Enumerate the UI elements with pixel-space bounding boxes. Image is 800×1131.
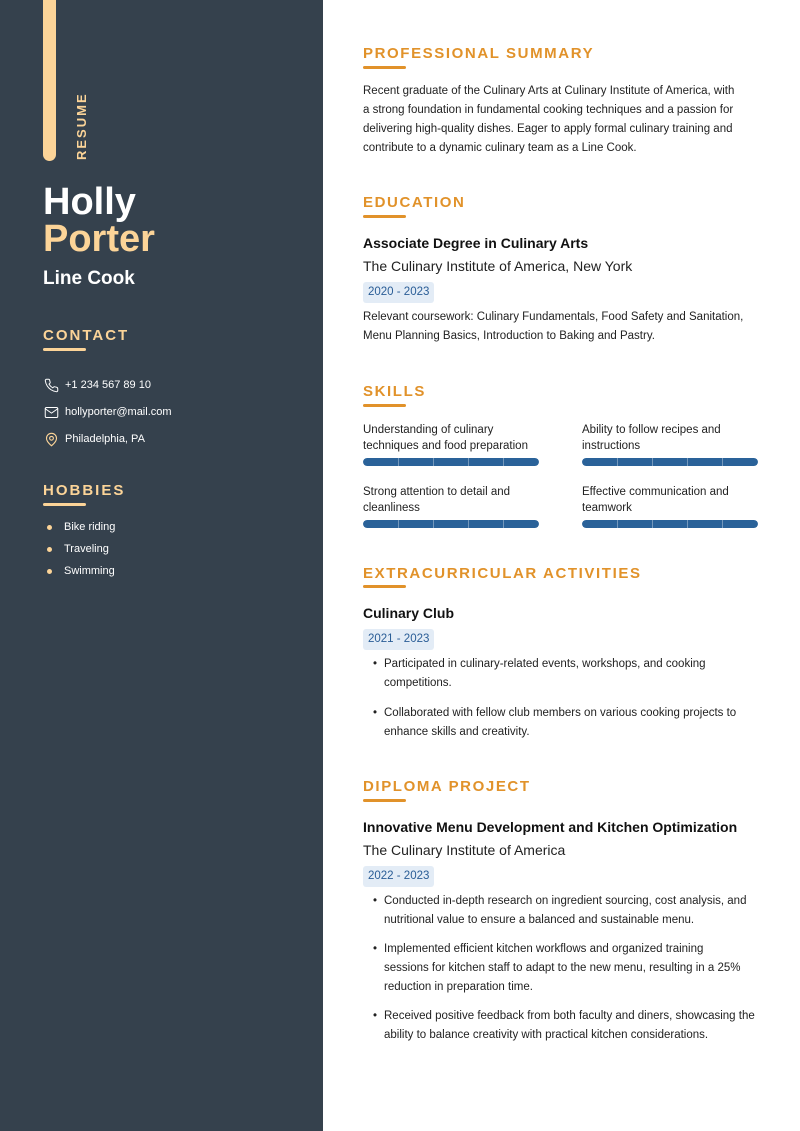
skill-label-line: Effective communication and (582, 486, 729, 498)
skill-item (582, 422, 758, 466)
skill-item (363, 484, 539, 528)
summary-line: delivering high-quality dishes. Eager to apply formal culinary training and (363, 123, 733, 135)
contact-location (43, 431, 145, 447)
diploma-heading: DIPLOMA PROJECT (363, 778, 531, 795)
accent-bar (43, 0, 56, 161)
bullet-dot: • (373, 658, 378, 670)
project-school: The Culinary Institute of America (363, 842, 566, 858)
skill-label (582, 422, 758, 454)
extracurricular-underline (363, 585, 406, 588)
skill-label (582, 484, 758, 516)
bullet-line: enhance skills and creativity. (384, 726, 530, 738)
education-heading: EDUCATION (363, 194, 466, 211)
skill-label-line: techniques and food preparation (363, 440, 528, 452)
bullet-line: Received positive feedback from both faculty and diners, showcasing the (384, 1010, 755, 1022)
skill-label-line: Understanding of culinary (363, 424, 494, 436)
skills-heading: SKILLS (363, 383, 426, 400)
skill-level-bar (582, 458, 758, 466)
coursework-text (363, 308, 763, 346)
bullet-line: Conducted in-depth research on ingredient sourcing, cost analysis, and (384, 895, 747, 907)
project-bullet (373, 940, 768, 997)
hobby-label: Bike riding (64, 521, 116, 533)
skill-tick (398, 520, 399, 528)
degree-title: Associate Degree in Culinary Arts (363, 235, 589, 251)
coursework-line: Relevant coursework: Culinary Fundamentals, Food Safety and Sanitation, (363, 311, 744, 323)
activity-dates-badge: 2021 - 2023 (363, 629, 434, 650)
skill-level-fill (582, 458, 758, 466)
hobby-item (47, 543, 109, 555)
bullet-dot (47, 525, 52, 530)
skill-item (582, 484, 758, 528)
skill-label-line: Strong attention to detail and (363, 486, 511, 498)
skill-tick (433, 458, 434, 466)
summary-line: contribute to a dynamic culinary team as a Line Cook. (363, 142, 637, 154)
hobby-item (47, 565, 115, 577)
skill-tick (398, 458, 399, 466)
bullet-dot (47, 547, 52, 552)
location-pin-icon (43, 431, 59, 447)
project-bullet (373, 892, 768, 930)
job-title: Line Cook (43, 268, 135, 289)
location-text: Philadelphia, PA (65, 433, 145, 445)
skill-tick (468, 458, 469, 466)
bullet-line: ability to balance creativity with practical kitchen considerations. (384, 1029, 709, 1041)
skill-tick (503, 458, 504, 466)
phone-icon (43, 377, 59, 393)
skill-tick (687, 458, 688, 466)
hobby-label: Swimming (64, 565, 115, 577)
summary-line: a strong foundation in fundamental cooking techniques and a passion for (363, 104, 734, 116)
phone-text: +1 234 567 89 10 (65, 379, 151, 391)
contact-heading: CONTACT (43, 327, 130, 344)
summary-heading: PROFESSIONAL SUMMARY (363, 45, 595, 62)
summary-text (363, 82, 763, 158)
project-dates-badge: 2022 - 2023 (363, 866, 434, 887)
skill-tick (617, 520, 618, 528)
skill-level-bar (363, 520, 539, 528)
project-bullet (373, 1007, 768, 1045)
school-name: The Culinary Institute of America, New York (363, 258, 633, 274)
first-name: Holly (43, 181, 136, 223)
skill-level-bar (363, 458, 539, 466)
skills-underline (363, 404, 406, 407)
email-text: hollyporter@mail.com (65, 406, 172, 418)
diploma-underline (363, 799, 406, 802)
skill-label (363, 422, 539, 454)
project-title: Innovative Menu Development and Kitchen Optimization (363, 819, 738, 835)
contact-email[interactable] (43, 404, 172, 420)
bullet-line: Participated in culinary-related events, workshops, and cooking (384, 658, 706, 670)
last-name: Porter (43, 218, 155, 260)
summary-underline (363, 66, 406, 69)
hobbies-heading: HOBBIES (43, 482, 126, 499)
skill-tick (722, 520, 723, 528)
hobby-label: Traveling (64, 543, 109, 555)
mail-icon (43, 404, 59, 420)
education-underline (363, 215, 406, 218)
extracurricular-heading: EXTRACURRICULAR ACTIVITIES (363, 565, 642, 582)
hobby-item (47, 521, 115, 533)
activity-bullet (373, 704, 768, 742)
skill-tick (617, 458, 618, 466)
skill-level-fill (363, 458, 539, 466)
contact-underline (43, 348, 86, 351)
contact-phone[interactable] (43, 377, 151, 393)
bullet-line: Implemented efficient kitchen workflows and organized training (384, 943, 704, 955)
skill-label-line: cleanliness (363, 502, 420, 514)
bullet-dot: • (373, 707, 378, 719)
bullet-dot (47, 569, 52, 574)
bullet-line: sessions for kitchen staff to adapt to the new menu, resulting in a 25% (384, 962, 741, 974)
bullet-dot: • (373, 943, 378, 955)
resume-label: RESUME (74, 92, 89, 160)
bullet-line: competitions. (384, 677, 452, 689)
summary-line: Recent graduate of the Culinary Arts at Culinary Institute of America, with (363, 85, 735, 97)
skill-label-line: Ability to follow recipes and (582, 424, 721, 436)
skill-tick (468, 520, 469, 528)
skill-item (363, 422, 539, 466)
bullet-line: Collaborated with fellow club members on various cooking projects to (384, 707, 737, 719)
education-dates-badge: 2020 - 2023 (363, 282, 434, 303)
skill-tick (652, 520, 653, 528)
skill-tick (722, 458, 723, 466)
sidebar (0, 0, 323, 1131)
hobbies-underline (43, 503, 86, 506)
skill-level-bar (582, 520, 758, 528)
skill-label-line: teamwork (582, 502, 632, 514)
skill-level-fill (582, 520, 758, 528)
skill-tick (687, 520, 688, 528)
skill-tick (503, 520, 504, 528)
skill-label-line: instructions (582, 440, 641, 452)
activity-bullet (373, 655, 768, 693)
bullet-line: nutritional value to ensure a balanced and sustainable menu. (384, 914, 695, 926)
coursework-line: Menu Planning Basics, Introduction to Baking and Pastry. (363, 330, 655, 342)
skill-level-fill (363, 520, 539, 528)
skill-tick (433, 520, 434, 528)
bullet-line: reduction in preparation time. (384, 981, 533, 993)
activity-title: Culinary Club (363, 605, 455, 621)
bullet-dot: • (373, 895, 378, 907)
skill-tick (652, 458, 653, 466)
skill-label (363, 484, 539, 516)
bullet-dot: • (373, 1010, 378, 1022)
